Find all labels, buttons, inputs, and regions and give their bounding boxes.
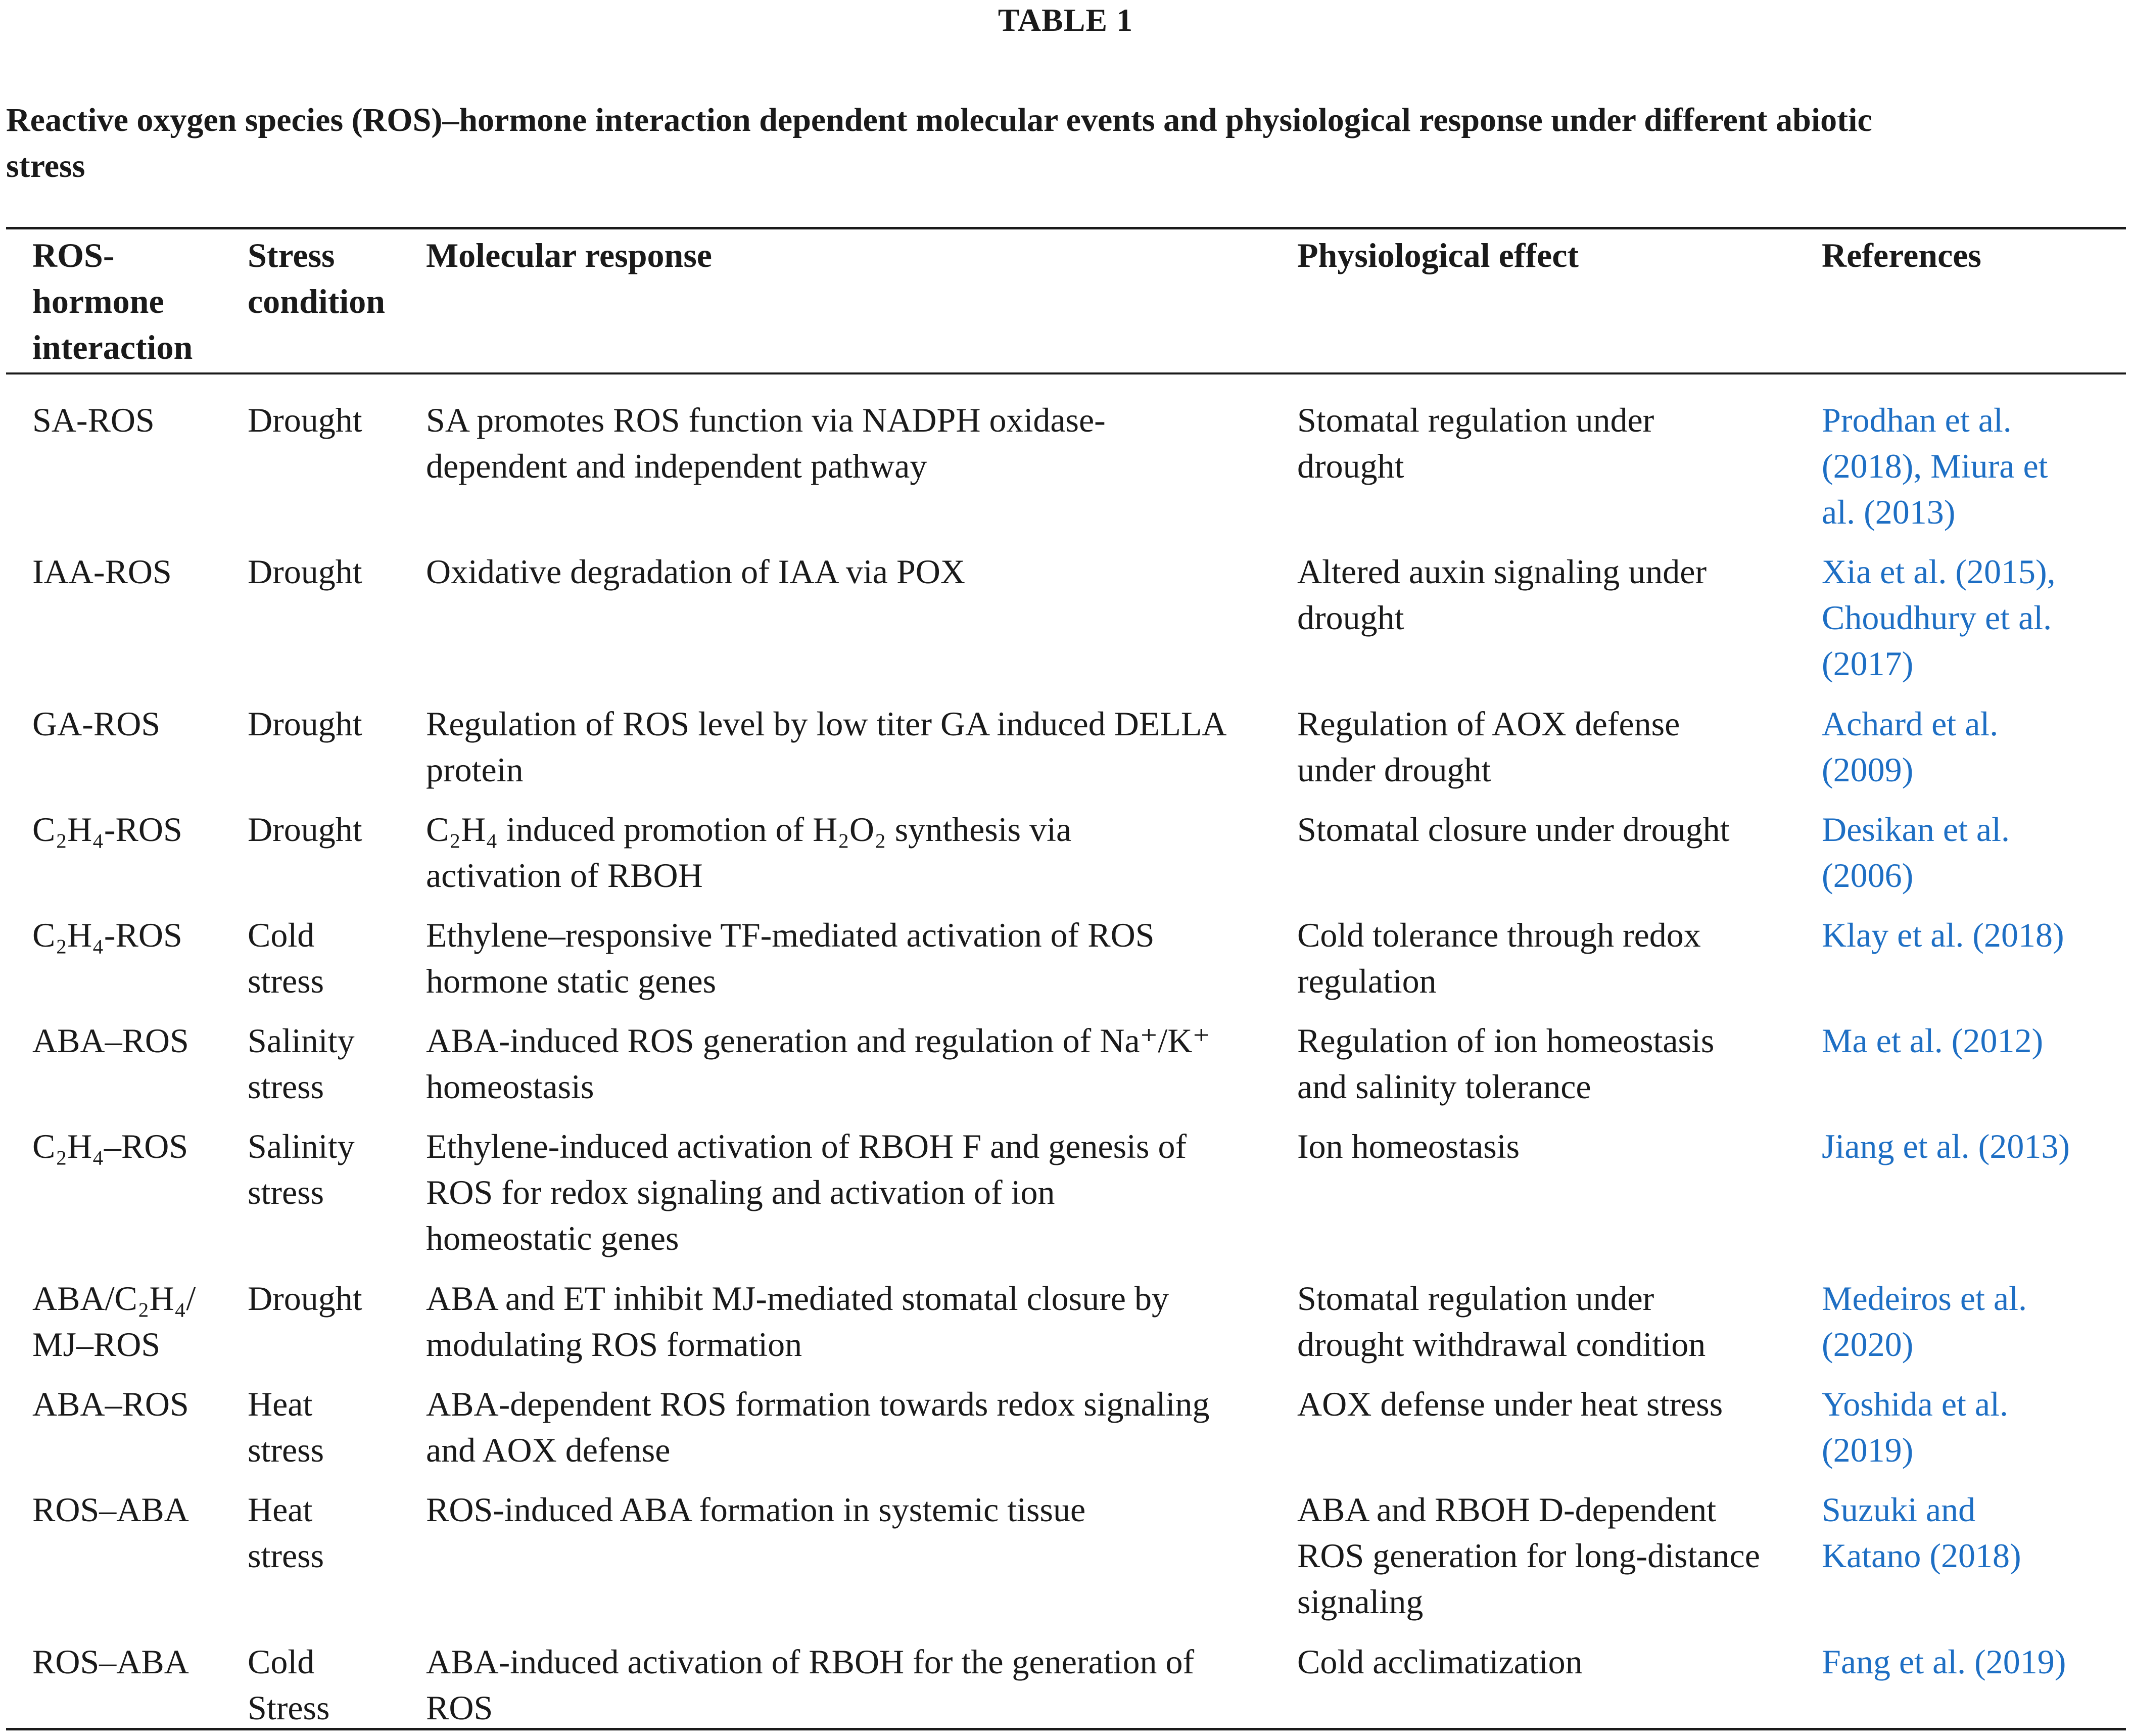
cell-physiological: Stomatal regulation under drought: [1297, 401, 1654, 485]
cell-stress: Heat stress: [248, 1385, 324, 1469]
header-ros-hormone-interaction: ROS- hormone interaction: [32, 236, 193, 366]
cell-interaction: ABA/C₂H₄/ MJ–ROS: [32, 1279, 196, 1364]
cell-molecular: Oxidative degradation of IAA via POX: [426, 552, 965, 591]
reference-link[interactable]: Klay et al. (2018): [1822, 916, 2064, 954]
cell-physiological: ABA and RBOH D-dependent ROS generation for long-distance signaling: [1297, 1490, 1760, 1621]
cell-molecular: Ethylene–responsive TF-mediated activation of ROS hormone static genes: [426, 916, 1155, 1000]
cell-molecular: Regulation of ROS level by low titer GA induced DELLA protein: [426, 705, 1227, 789]
reference-link[interactable]: Prodhan et al. (2018), Miura et al. (2013): [1822, 401, 2048, 531]
reference-link[interactable]: Desikan et al. (2006): [1822, 810, 2010, 895]
cell-physiological: Regulation of AOX defense under drought: [1297, 705, 1680, 789]
cell-interaction: ABA–ROS: [32, 1021, 189, 1060]
cell-physiological: AOX defense under heat stress: [1297, 1385, 1723, 1423]
cell-physiological: Regulation of ion homeostasis and salinity tolerance: [1297, 1021, 1715, 1106]
cell-interaction: C₂H₄-ROS: [32, 810, 182, 849]
cell-stress: Drought: [248, 1279, 362, 1318]
reference-link[interactable]: Ma et al. (2012): [1822, 1021, 2044, 1060]
cell-molecular: C₂H₄ induced promotion of H₂O₂ synthesis via activation of RBOH: [426, 810, 1072, 895]
cell-molecular: ABA-dependent ROS formation towards redox signaling and AOX defense: [426, 1385, 1210, 1469]
reference-link[interactable]: Achard et al. (2009): [1822, 705, 1999, 789]
cell-molecular: ABA-induced ROS generation and regulation of Na⁺/K⁺ homeostasis: [426, 1021, 1211, 1106]
header-references: References: [1822, 236, 1981, 274]
cell-stress: Drought: [248, 401, 362, 439]
header-physiological-effect: Physiological effect: [1297, 236, 1579, 274]
cell-interaction: IAA-ROS: [32, 552, 172, 591]
reference-link[interactable]: Xia et al. (2015), Choudhury et al. (2017): [1822, 552, 2056, 683]
cell-stress: Drought: [248, 705, 362, 743]
cell-interaction: ROS–ABA: [32, 1490, 189, 1529]
cell-interaction: SA-ROS: [32, 401, 155, 439]
reference-link[interactable]: Jiang et al. (2013): [1822, 1127, 2070, 1165]
cell-interaction: C₂H₄-ROS: [32, 916, 182, 954]
cell-stress: Cold Stress: [248, 1643, 330, 1727]
cell-interaction: ABA–ROS: [32, 1385, 189, 1423]
reference-link[interactable]: Suzuki and Katano (2018): [1822, 1490, 2021, 1575]
cell-molecular: Ethylene-induced activation of RBOH F and genesis of ROS for redox signaling and activation of ion homeostatic genes: [426, 1127, 1187, 1257]
cell-physiological: Stomatal closure under drought: [1297, 810, 1730, 849]
cell-physiological: Stomatal regulation under drought withdrawal condition: [1297, 1279, 1706, 1364]
reference-link[interactable]: Medeiros et al. (2020): [1822, 1279, 2027, 1364]
cell-interaction: ROS–ABA: [32, 1643, 189, 1681]
table-header-rule: [6, 372, 2126, 374]
cell-physiological: Altered auxin signaling under drought: [1297, 552, 1707, 637]
cell-molecular: SA promotes ROS function via NADPH oxidase- dependent and independent pathway: [426, 401, 1106, 485]
table-bottom-rule: [6, 1728, 2126, 1730]
header-molecular-response: Molecular response: [426, 236, 712, 274]
reference-link[interactable]: Fang et al. (2019): [1822, 1643, 2066, 1681]
cell-stress: Cold stress: [248, 916, 324, 1000]
cell-stress: Drought: [248, 810, 362, 849]
cell-stress: Heat stress: [248, 1490, 324, 1575]
table-caption: Reactive oxygen species (ROS)–hormone interaction dependent molecular events and physiological response under different abiotic stress: [6, 102, 1872, 184]
cell-interaction: C₂H₄–ROS: [32, 1127, 188, 1165]
cell-interaction: GA-ROS: [32, 705, 161, 743]
cell-stress: Salinity stress: [248, 1021, 355, 1106]
cell-physiological: Cold tolerance through redox regulation: [1297, 916, 1701, 1000]
cell-physiological: Ion homeostasis: [1297, 1127, 1520, 1165]
cell-stress: Drought: [248, 552, 362, 591]
cell-stress: Salinity stress: [248, 1127, 355, 1211]
cell-molecular: ABA-induced activation of RBOH for the generation of ROS: [426, 1643, 1195, 1727]
cell-physiological: Cold acclimatization: [1297, 1643, 1583, 1681]
cell-molecular: ABA and ET inhibit MJ-mediated stomatal closure by modulating ROS formation: [426, 1279, 1169, 1364]
table-label: TABLE 1: [998, 2, 1133, 38]
header-stress-condition: Stress condition: [248, 236, 386, 320]
reference-link[interactable]: Yoshida et al. (2019): [1822, 1385, 2008, 1469]
table-top-rule: [6, 227, 2126, 229]
cell-molecular: ROS-induced ABA formation in systemic tissue: [426, 1490, 1086, 1529]
